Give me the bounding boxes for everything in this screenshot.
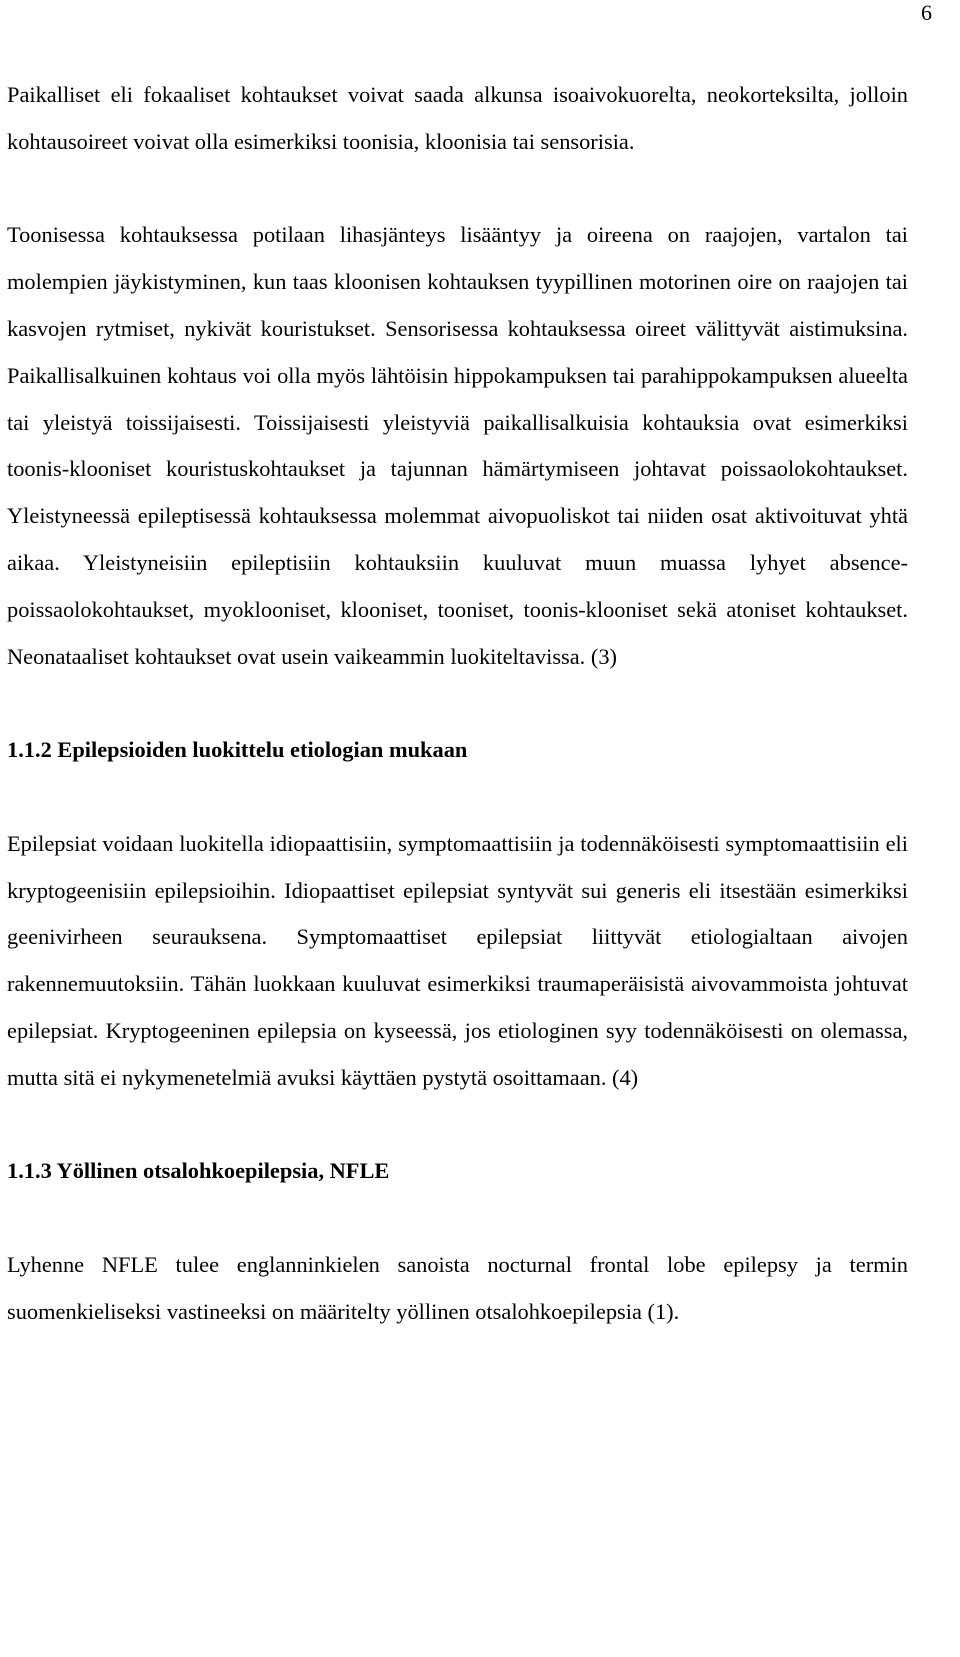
paragraph-gap <box>7 774 908 821</box>
paragraph-gap <box>7 680 908 727</box>
document-body <box>7 72 908 1336</box>
section-heading-etiology: 1.1.2 Epilepsioiden luokittelu etiologian mukaan <box>7 737 468 763</box>
section-heading-nfle: 1.1.3 Yöllinen otsalohkoepilepsia, NFLE <box>7 1158 390 1184</box>
paragraph-etiology: Epilepsiat voidaan luokitella idiopaattisiin, symptomaattisiin ja todennäköisesti symptomaattisiin eli kryptogeenisiin epilepsioihin. Idiopaattiset epilepsiat syntyvät sui generis eli itsestään esimerkiksi geenivirheen seurauksena. Symptomaattiset epilepsiat liittyvät etiologialtaan aivojen rakennemuutoksiin. Tähän luokkaan kuuluvat esimerkiksi traumaperäisistä aivovammoista johtuvat epilepsiat. Kryptogeeninen epilepsia on kyseessä, jos etiologinen syy todennäköisesti on olemassa, mutta sitä ei nykymenetelmiä avuksi käyttäen pystytä osoittamaan. (4) <box>7 830 908 1090</box>
paragraph-focal-seizures: Paikalliset eli fokaaliset kohtaukset voivat saada alkunsa isoaivokuorelta, neokorteksilta, jolloin kohtausoireet voivat olla esimerkiksi toonisia, kloonisia tai sensorisia. <box>7 82 908 154</box>
paragraph-gap <box>7 166 908 213</box>
paragraph-gap <box>7 1195 908 1242</box>
paragraph-nfle-definition: Lyhenne NFLE tulee englanninkielen sanoista nocturnal frontal lobe epilepsy ja termin suomenkieliseksi vastineeksi on määritelty yöllinen otsalohkoepilepsia (1). <box>7 1251 908 1324</box>
paragraph-seizure-types: Toonisessa kohtauksessa potilaan lihasjänteys lisääntyy ja oireena on raajojen, vartalon tai molempien jäykistyminen, kun taas kloonisen kohtauksen tyypillinen motorinen oire on raajojen tai kasvojen rytmiset, nykivät kouristukset. Sensorisessa kohtauksessa oireet välittyvät aistimuksina. Paikallisalkuinen kohtaus voi olla myös lähtöisin hippokampuksen tai parahippokampuksen alueelta tai yleistyä toissijaisesti. Toissijaisesti yleistyviä paikallisalkuisia kohtauksia ovat esimerkiksi toonis-klooniset kouristuskohtaukset ja tajunnan hämärtymiseen johtavat poissaolokohtaukset. Yleistyneessä epileptisessä kohtauksessa molemmat aivopuoliskot tai niiden osat aktivoituvat yhtä aikaa. Yleistyneisiin epileptisiin kohtauksiin kuuluvat muun muassa lyhyet absence-poissaolokohtaukset, myoklooniset, klooniset, tooniset, toonis-klooniset sekä atoniset kohtaukset. Neonataaliset kohtaukset ovat usein vaikeammin luokiteltavissa. (3) <box>7 222 908 669</box>
page-number: 6 <box>921 0 932 25</box>
paragraph-gap <box>7 1102 908 1149</box>
